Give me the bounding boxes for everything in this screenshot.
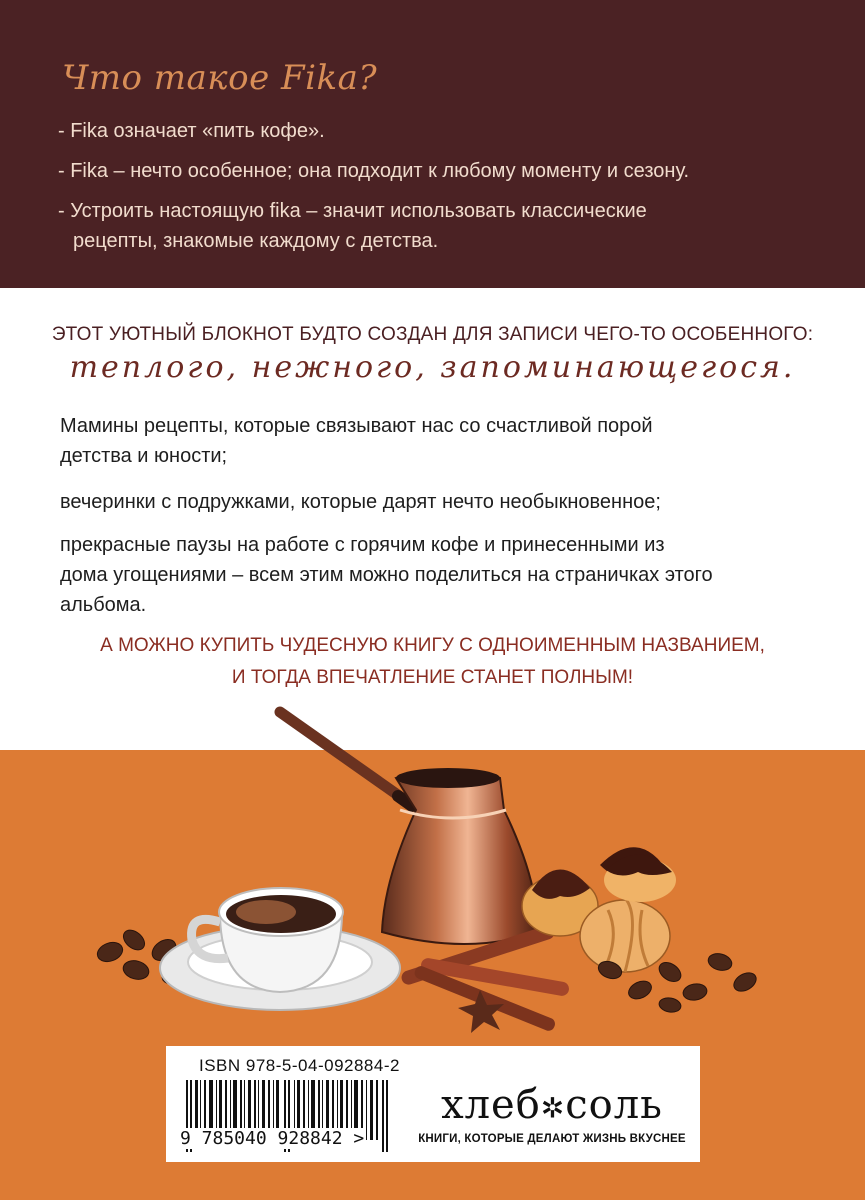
paragraph-3 — [60, 530, 820, 620]
paragraph-2: вечеринки с подружками, которые дарят нечто необыкновенное; — [60, 491, 661, 513]
intro-item-3: - Устроить настоящую fika – значит использовать классические — [58, 200, 647, 222]
publisher-tagline: КНИГИ, КОТОРЫЕ ДЕЛАЮТ ЖИЗНЬ ВКУСНЕЕ — [418, 1133, 686, 1145]
intro-item-3-cont: рецепты, знакомые каждому с детства. — [73, 230, 439, 252]
intro-title: Что такое Fika? — [62, 58, 378, 98]
paragraph-1-line-1: Мамины рецепты, которые связывают нас со счастливой порой — [60, 415, 653, 437]
script-line: теплого, нежного, запоминающегося. — [69, 350, 796, 385]
intro-item-2: - Fika – нечто особенное; она подходит к любому моменту и сезону. — [58, 160, 689, 182]
isbn-text: ISBN 978-5-04-092884-2 — [199, 1056, 400, 1075]
coffee-illustration — [80, 700, 800, 1040]
snowflake-icon: ✲ — [540, 1091, 566, 1125]
publisher-name-right: соль — [565, 1082, 663, 1128]
meringue-icon — [522, 847, 676, 972]
paragraph-3-line-3: альбома. — [60, 594, 147, 616]
intro-item-1: - Fika означает «пить кофе». — [58, 120, 325, 142]
paragraph-3-line-2: дома угощениями – всем этим можно поделиться на страничках этого — [60, 564, 713, 586]
publisher-name-left: хлеб — [441, 1082, 541, 1128]
publisher-logo — [412, 1082, 692, 1128]
paragraph-1-line-2: детства и юности; — [60, 445, 228, 467]
cta-line-2: И ТОГДА ВПЕЧАТЛЕНИЕ СТАНЕТ ПОЛНЫМ! — [231, 667, 634, 688]
paragraph-3-line-1: прекрасные паузы на работе с горячим кофе и принесенными из — [60, 534, 665, 556]
cta-text — [0, 630, 865, 694]
coffee-cup-icon — [160, 888, 400, 1010]
cta-line-1: А МОЖНО КУПИТЬ ЧУДЕСНУЮ КНИГУ С ОДНОИМЕННЫМ НАЗВАНИЕМ, — [100, 635, 765, 656]
body-headline: ЭТОТ УЮТНЫЙ БЛОКНОТ БУДТО СОЗДАН ДЛЯ ЗАПИСИ ЧЕГО-ТО ОСОБЕННОГО: — [51, 324, 814, 345]
paragraph-1 — [60, 411, 820, 471]
barcode-digits: 9 785040 928842 > — [180, 1128, 365, 1149]
